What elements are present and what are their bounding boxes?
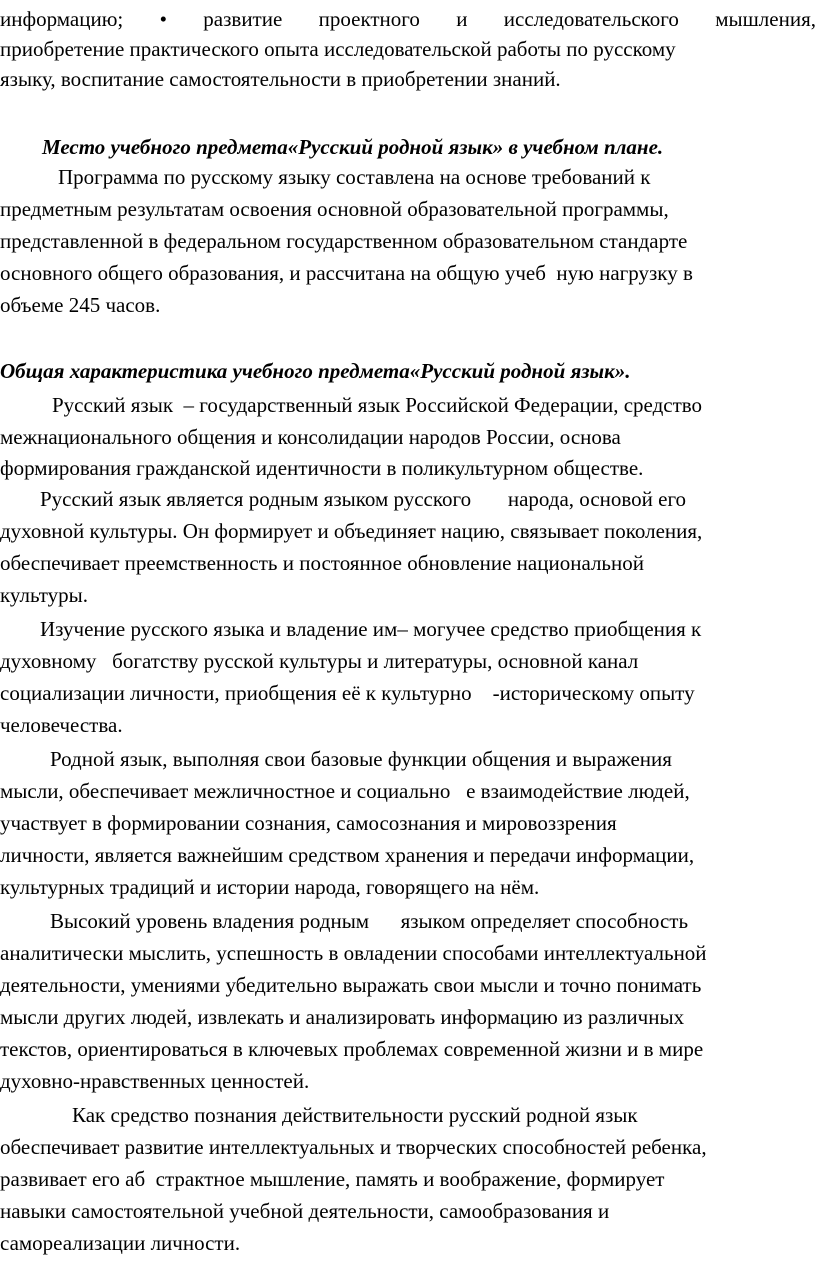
section1-line: представленной в федеральном государственном образовательном стандарте (0, 229, 688, 253)
section1-line: объеме 245 часов. (0, 293, 161, 317)
section2-line: Русский язык – государственный язык Российской Федерации, средство (52, 393, 703, 417)
section2-line: аналитически мыслить, успешность в овладении способами интеллектуальной (0, 941, 707, 965)
section2-line: мысли других людей, извлекать и анализировать информацию из различных (0, 1005, 685, 1029)
section2-line: Русский язык является родным языком русского народа, основой его (40, 487, 687, 511)
section2-line: Как средство познания действительности русский родной язык (72, 1103, 638, 1127)
section2-line: личности, является важнейшим средством хранения и передачи информации, (0, 843, 695, 867)
section2-line: духовному богатству русской культуры и литературы, основной канал (0, 649, 639, 673)
section2-line: участвует в формировании сознания, самосознания и мировоззрения (0, 811, 617, 835)
section2-line: духовной культуры. Он формирует и объединяет нацию, связывает поколения, (0, 519, 703, 543)
section1-line: основного общего образования, и рассчитана на общую учеб ную нагрузку в (0, 261, 693, 285)
section2-line: культуры. (0, 583, 88, 607)
section2-heading: Общая характеристика учебного предмета«Русский родной язык». (0, 359, 631, 383)
section2-line: обеспечивает развитие интеллектуальных и творческих способностей ребенка, (0, 1135, 707, 1159)
section1-line: предметным результатам освоения основной образовательной программы, (0, 197, 669, 221)
section2-line: духовно-нравственных ценностей. (0, 1069, 310, 1093)
intro-text-a: информацию; (0, 7, 124, 31)
section2-line: социализации личности, приобщения её к культурно -историческому опыту (0, 681, 695, 705)
section2-line: развивает его аб страктное мышление, память и воображение, формирует (0, 1167, 665, 1191)
section1-line: Программа по русскому языку составлена на основе требований к (58, 165, 651, 189)
section2-line: навыки самостоятельной учебной деятельности, самообразования и (0, 1199, 610, 1223)
section1-heading: Место учебного предмета«Русский родной язык» в учебном плане. (42, 135, 664, 159)
intro-line-1 (0, 4, 816, 34)
section2-line: культурных традиций и истории народа, говорящего на нём. (0, 875, 540, 899)
section2-line: самореализации личности. (0, 1231, 241, 1255)
intro-line-3: языку, воспитание самостоятельности в приобретении знаний. (0, 67, 561, 91)
section2-line: деятельности, умениями убедительно выражать свои мысли и точно понимать (0, 973, 702, 997)
intro-text-b: развитие проектного и исследовательского мышления, (203, 7, 816, 31)
section2-line: Родной язык, выполняя свои базовые функции общения и выражения (50, 747, 672, 771)
section2-line: обеспечивает преемственность и постоянное обновление национальной (0, 551, 644, 575)
section2-line: Изучение русского языка и владение им– могучее средство приобщения к (40, 617, 702, 641)
bullet-icon: • (159, 7, 167, 31)
section2-line: формирования гражданской идентичности в поликультурном обществе. (0, 456, 644, 480)
section2-line: человечества. (0, 713, 123, 737)
section2-line: текстов, ориентироваться в ключевых проблемах современной жизни и в мире (0, 1037, 704, 1061)
intro-line-2: приобретение практического опыта исследовательской работы по русскому (0, 37, 676, 61)
section2-line: мысли, обеспечивает межличностное и социально е взаимодействие людей, (0, 779, 690, 803)
section2-line: межнационального общения и консолидации народов России, основа (0, 425, 621, 449)
section2-line: Высокий уровень владения родным языком определяет способность (50, 909, 689, 933)
